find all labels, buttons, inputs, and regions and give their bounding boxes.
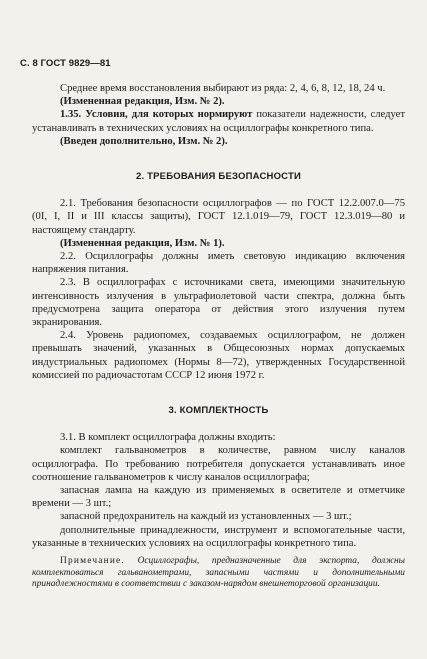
footnote-text: Осциллографы, предназначенные для экспорта, должны комплектоваться гальванометрами, запасными частями и дополнительными принадлежностями в соответствии с заказом-нарядом внешнеторговой организации. bbox=[32, 556, 405, 590]
list-item-galvanometers: комплект гальванометров в количестве, равном числу каналов осциллографа. По требованию потребителя допускается устанавливать иное соотношение гальванометров к числу каналов осциллографа; bbox=[32, 445, 405, 483]
page-header: С. 8 ГОСТ 9829—81 bbox=[20, 58, 111, 69]
paragraph-3-1: 3.1. В комплект осциллографа должны входить: bbox=[60, 432, 276, 444]
paragraph-2-2: 2.2. Осциллографы должны иметь световую индикацию включения напряжения питания. bbox=[32, 251, 405, 276]
list-item-spare-fuse: запасной предохранитель на каждый из установленных — 3 шт.; bbox=[60, 511, 352, 523]
list-item-accessories: дополнительные принадлежности, инструмент и вспомогательные части, указанные в технических условиях на осциллографы конкретного типа. bbox=[32, 524, 405, 549]
paragraph-1-35 bbox=[32, 108, 405, 134]
section-3-title: 3. КОМПЛЕКТНОСТЬ bbox=[168, 405, 269, 417]
paragraph-avg-recovery: Среднее время восстановления выбирают из ряда: 2, 4, 6, 8, 12, 18, 24 ч. bbox=[60, 83, 386, 94]
edition-note: (Измененная редакция, Изм. № 1). bbox=[60, 237, 225, 249]
footnote-label: Примечание. bbox=[60, 556, 125, 567]
paragraph-1-35-text: показатели надежности, следует устанавливать в технических условиях на осциллографы конкретного типа. bbox=[32, 109, 405, 134]
edition-note: (Измененная редакция, Изм. № 2). bbox=[60, 96, 225, 108]
edition-note: (Введен дополнительно, Изм. № 2). bbox=[60, 135, 228, 147]
document-body bbox=[32, 82, 405, 591]
footnote bbox=[32, 556, 405, 591]
paragraph-2-3: 2.3. В осциллографах с источниками света, имеющими значительную интенсивность излучения в ультрафиолетовой части спектра, должна быть предусмотрена защита оператора от действия этого излучения путем экранирования. bbox=[32, 277, 405, 329]
paragraph-2-4: 2.4. Уровень радиопомех, создаваемых осциллографом, не должен превышать значений, указанных в Общесоюзных нормах допускаемых индустриальных радиопомех (Нормы 8—72), утвержденных Государственной комиссией по радиочастотам СССР 12 июня 1972 г. bbox=[32, 330, 405, 381]
paragraph-2-1: 2.1. Требования безопасности осциллографов — по ГОСТ 12.2.007.0—75 (0I, I, II и III классы защиты), ГОСТ 12.1.019—79, ГОСТ 12.3.019—80 и настоящему стандарту. bbox=[32, 198, 405, 236]
list-item-spare-lamp: запасная лампа на каждую из применяемых в осветителе и отметчике времени — 3 шт.; bbox=[32, 485, 405, 510]
section-2-title: 2. ТРЕБОВАНИЯ БЕЗОПАСНОСТИ bbox=[135, 171, 302, 183]
paragraph-1-35-lead: 1.35. Условия, для которых нормируют bbox=[60, 109, 253, 121]
